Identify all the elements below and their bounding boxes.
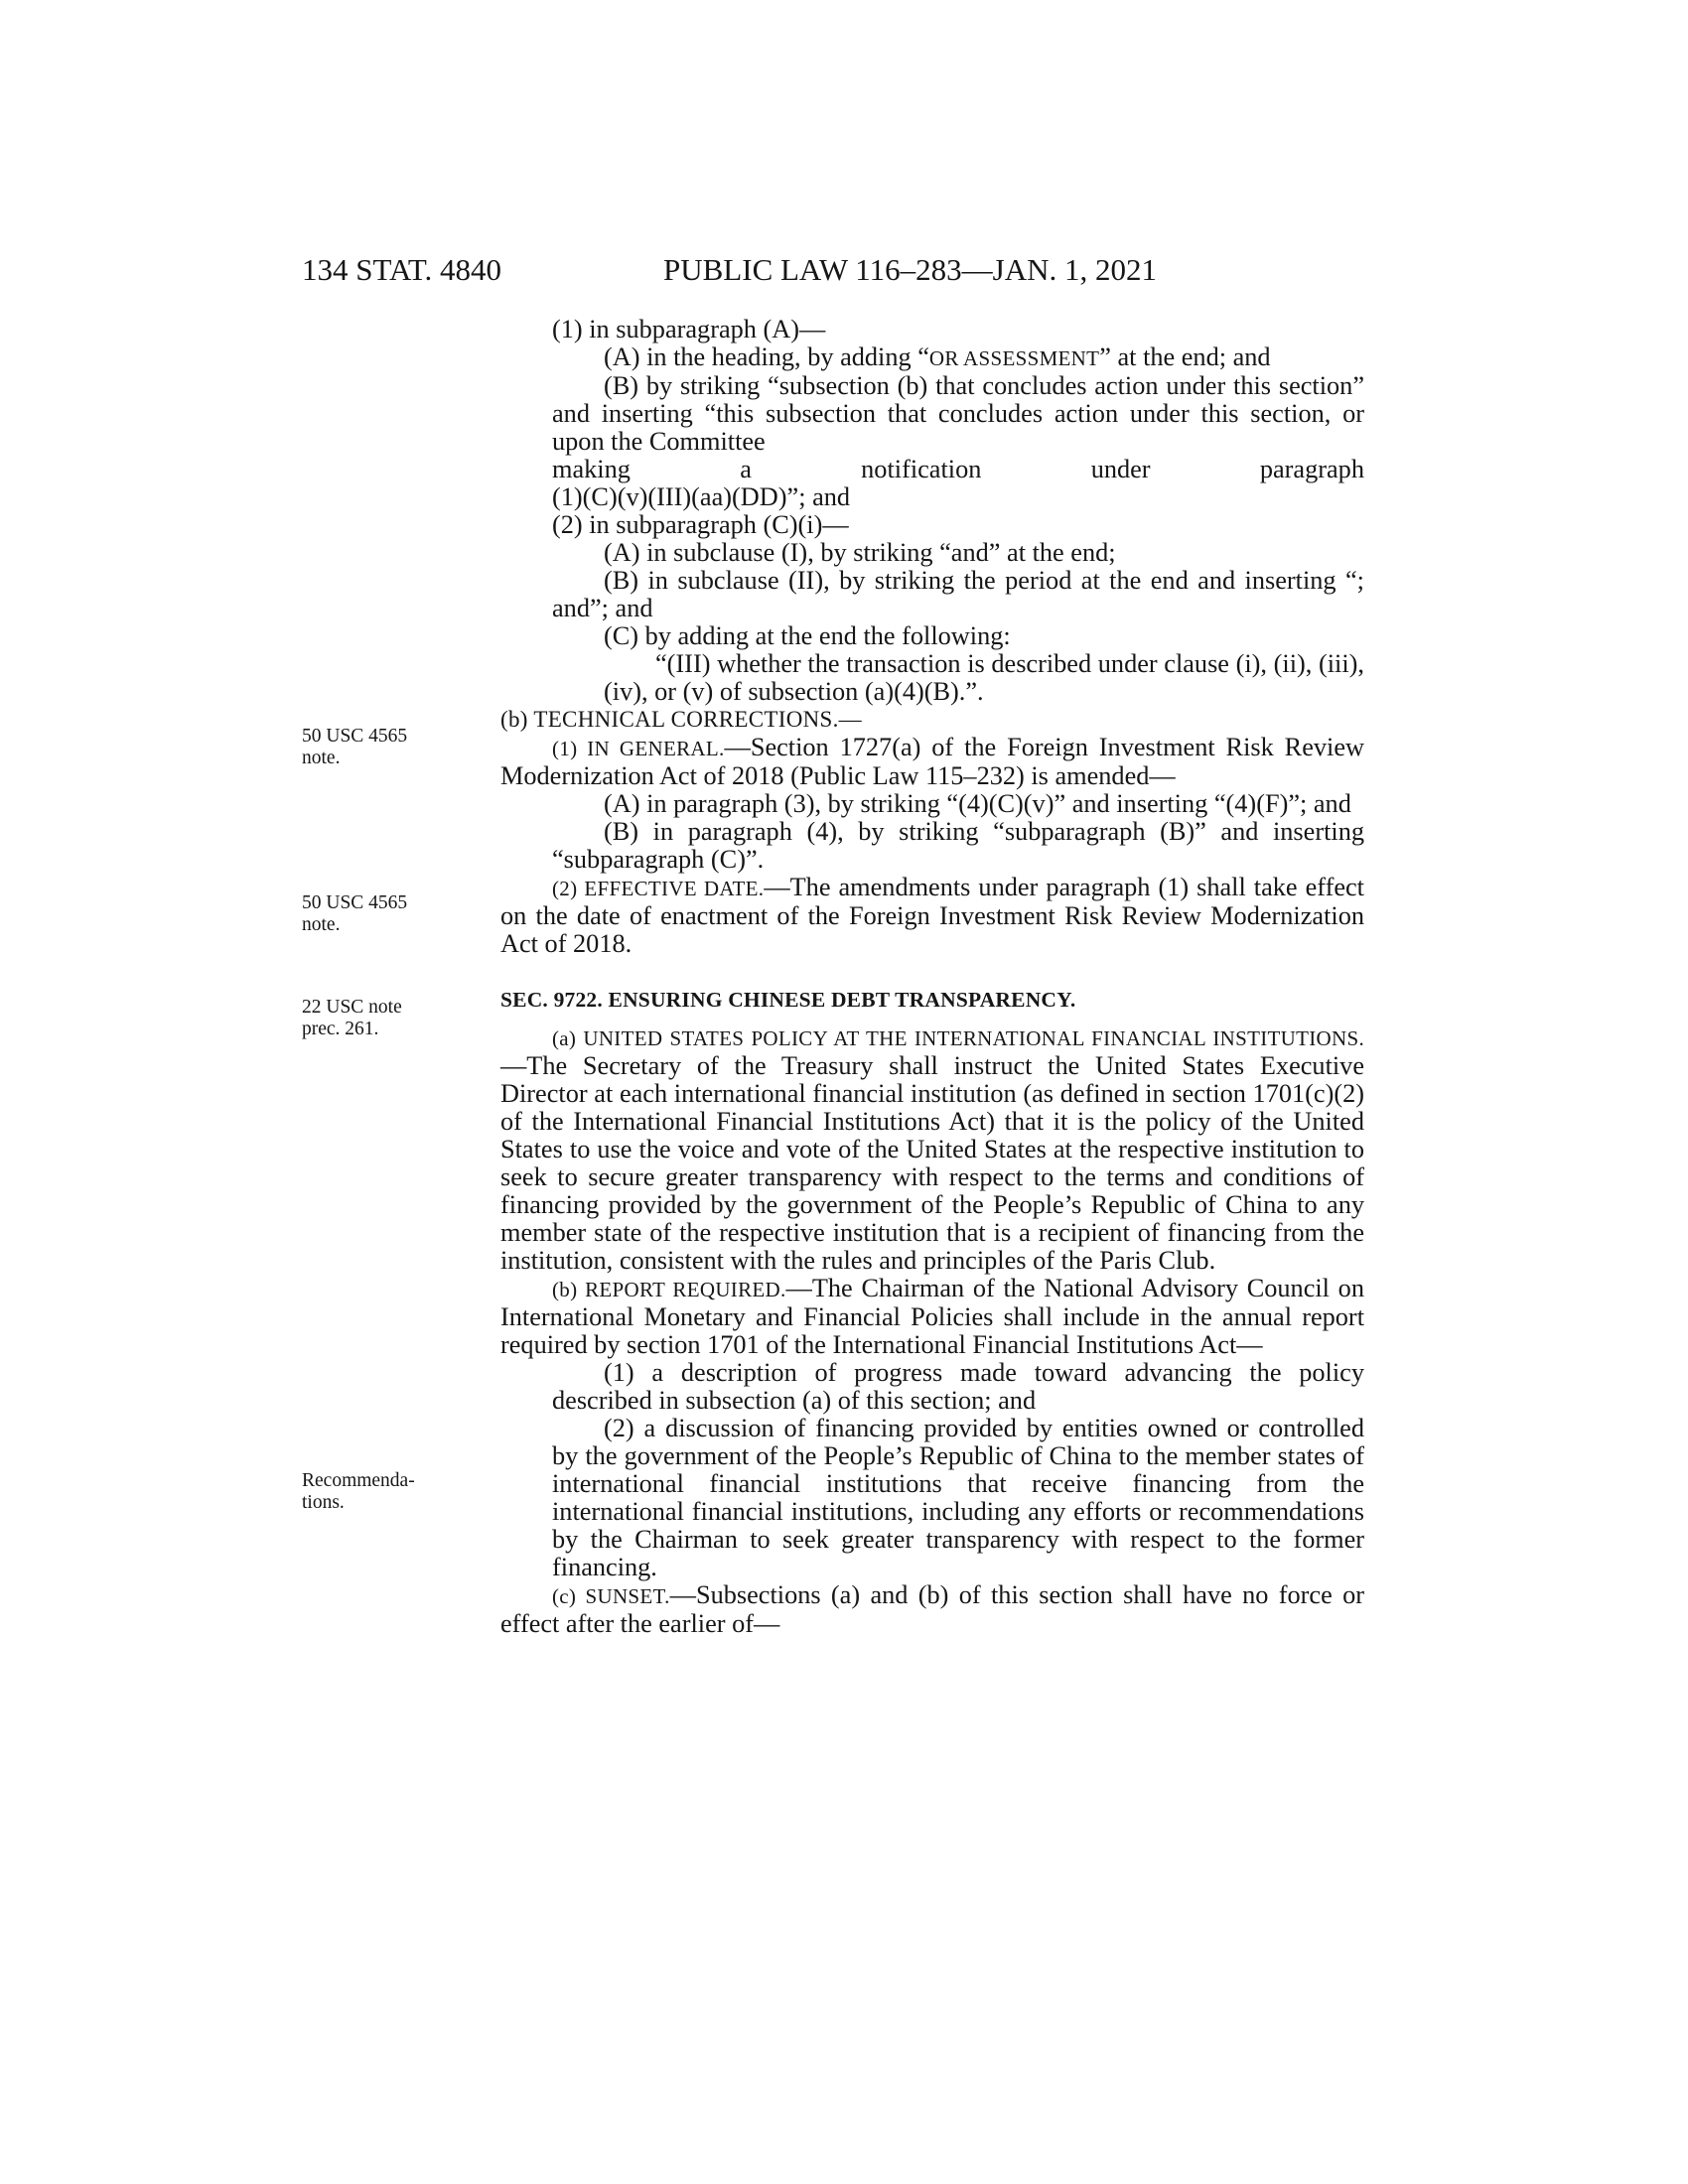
paragraph: (B) in paragraph (4), by striking “subparagraph (B)” and inserting “subparagraph (C)”. [552, 817, 1364, 874]
paragraph: (2) a discussion of financing provided by entities owned or controlled by the government of the People’s Republic of China to the member states of international financial institutions that receive financing from the international financial institutions, including any efforts or recommendations by the Chairman to seek greater transparency with respect to the former financing. [552, 1414, 1364, 1581]
margin-note: 22 USC note prec. 261. [302, 997, 402, 1039]
paragraph: (1) a description of progress made toward advancing the policy described in subsection (a) of this section; and [552, 1358, 1364, 1415]
paragraph: (1) in subparagraph (A)— [552, 315, 826, 343]
paragraph: (2) EFFECTIVE DATE.—The amendments under paragraph (1) shall take effect on the date of enactment of the Foreign Investment Risk Review Modernization Act of 2018. [500, 873, 1364, 958]
page-reference: 134 STAT. 4840 [302, 252, 502, 287]
paragraph: (B) by striking “subsection (b) that concludes action under this section” and inserting “this subsection that concludes action under this section, or upon the Committee making a notification under paragraph (1)(C)(v)(III)(aa)(DD)”; and [552, 371, 1364, 511]
paragraph: (a) UNITED STATES POLICY AT THE INTERNATIONAL FINANCIAL INSTITUTIONS.—The Secretary of the Treasury shall instruct the United States Executive Director at each international financial institution (as defined in section 1701(c)(2) of the International Financial Institutions Act) that it is the policy of the United States to use the voice and vote of the United States at the respective institution to seek to secure greater transparency with respect to the terms and conditions of financing provided by the government of the People’s Republic of China to any member state of the respective institution that is a recipient of financing from the institution, consistent with the rules and principles of the Paris Club. [500, 1026, 1364, 1275]
paragraph: (A) in paragraph (3), by striking “(4)(C)(v)” and inserting “(4)(F)”; and [604, 789, 1351, 818]
page-title: PUBLIC LAW 116–283—JAN. 1, 2021 [663, 252, 1157, 287]
statute-text [500, 316, 1364, 1638]
paragraph: (c) SUNSET.—Subsections (a) and (b) of this section shall have no force or effect after the earlier of— [500, 1580, 1364, 1638]
paragraph: (C) by adding at the end the following: [604, 621, 1011, 650]
paragraph: (b) REPORT REQUIRED.—The Chairman of the National Advisory Council on International Monetary and Financial Policies shall include in the annual report required by section 1701 of the International Financial Institutions Act— [500, 1274, 1364, 1359]
paragraph: (2) in subparagraph (C)(i)— [552, 510, 849, 539]
paragraph: (A) in subclause (I), by striking “and” at the end; [604, 538, 1116, 567]
subsection-heading: (b) TECHNICAL CORRECTIONS.— [500, 707, 862, 732]
margin-note: Recommenda- tions. [302, 1470, 415, 1513]
paragraph: (1) IN GENERAL.—Section 1727(a) of the Foreign Investment Risk Review Modernization Act of 2018 (Public Law 115–232) is amended— [500, 733, 1364, 790]
paragraph: (B) in subclause (II), by striking the period at the end and inserting “; and”; and [552, 566, 1364, 622]
paragraph: “(III) whether the transaction is described under clause (i), (ii), (iii), (iv), or (v) of subsection (a)(4)(B).”. [604, 649, 1364, 706]
margin-note: 50 USC 4565 note. [302, 726, 408, 768]
section-heading: SEC. 9722. ENSURING CHINESE DEBT TRANSPARENCY. [500, 988, 1076, 1012]
margin-note: 50 USC 4565 note. [302, 892, 408, 935]
paragraph: (A) in the heading, by adding “OR ASSESSMENT” at the end; and [604, 342, 1271, 371]
